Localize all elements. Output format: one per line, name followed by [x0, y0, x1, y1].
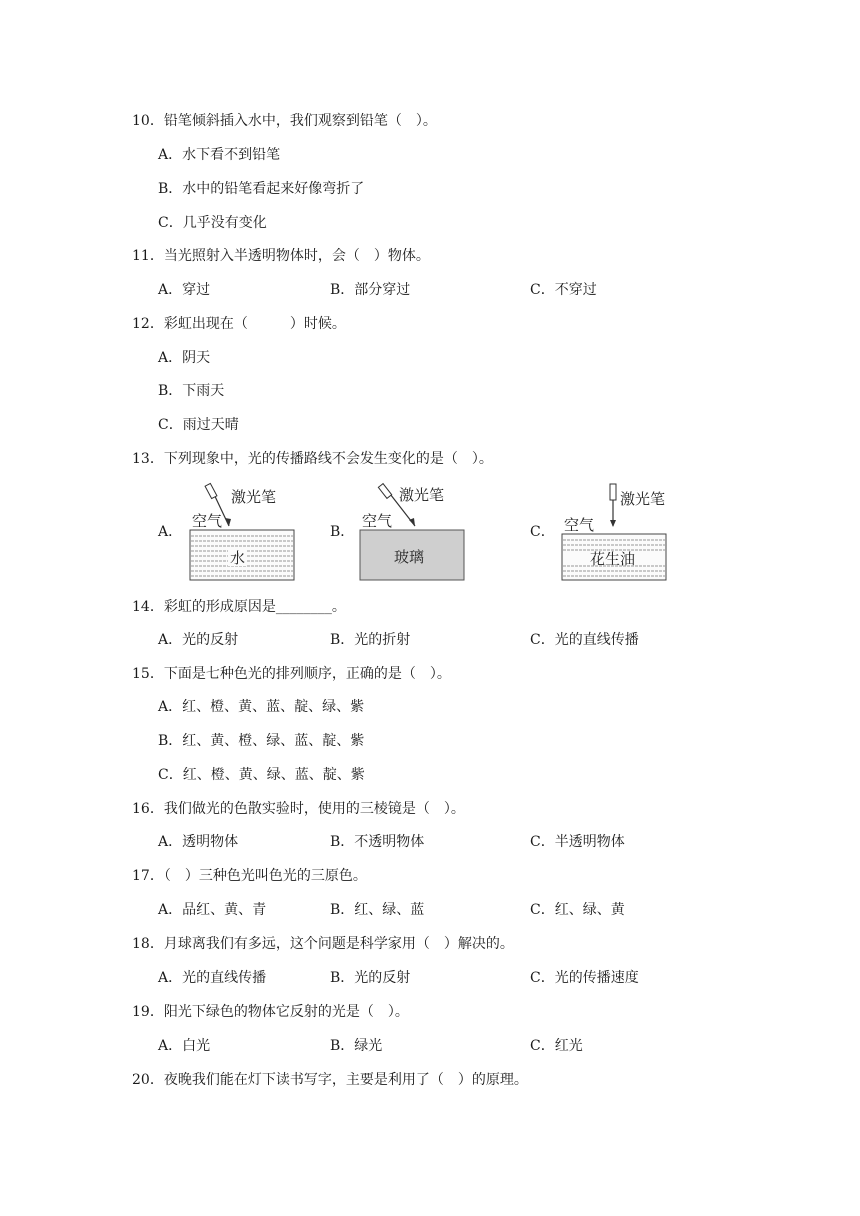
figure-a-letter: A．	[158, 524, 183, 540]
figure-b-pen-label: 激光笔	[399, 486, 445, 504]
question-14-option-c: C．光的直线传播	[530, 632, 639, 648]
question-19-option-a: A．白光	[158, 1038, 211, 1054]
question-20-stem: 20．夜晚我们能在灯下读书写字，主要是利用了（ ）的原理。	[132, 1072, 528, 1088]
question-18-option-a: A．光的直线传播	[158, 970, 267, 986]
figure-c-letter: C．	[530, 524, 555, 540]
figure-c-medium-label: 花生油	[590, 550, 636, 568]
question-14-stem: 14．彩虹的形成原因是________。	[132, 599, 346, 615]
figure-c-pen-label: 激光笔	[620, 490, 666, 508]
question-17-option-b: B．红、绿、蓝	[330, 902, 425, 918]
question-15-option-a: A．红、橙、黄、蓝、靛、绿、紫	[158, 699, 365, 715]
question-12-option-c: C．雨过天晴	[158, 417, 239, 433]
figure-b-medium-label: 玻璃	[394, 548, 425, 566]
figure-a-air-label: 空气	[192, 512, 223, 530]
question-12-option-a: A．阴天	[158, 350, 211, 366]
question-17-option-c: C．红、绿、黄	[530, 902, 625, 918]
question-17-option-a: A．品红、黄、青	[158, 902, 267, 918]
figure-a-water	[182, 480, 302, 586]
figure-b-air-label: 空气	[362, 512, 393, 530]
question-12-stem: 12．彩虹出现在（ ）时候。	[132, 316, 346, 332]
question-19-option-b: B．绿光	[330, 1038, 383, 1054]
question-12-option-b: B．下雨天	[158, 383, 225, 399]
figure-a-pen-label: 激光笔	[231, 488, 277, 506]
question-18-stem: 18．月球离我们有多远，这个问题是科学家用（ ）解决的。	[132, 936, 514, 952]
question-16-stem: 16．我们做光的色散实验时，使用的三棱镜是（ ）。	[132, 801, 465, 817]
question-18-option-c: C．光的传播速度	[530, 970, 639, 986]
question-14-option-b: B．光的折射	[330, 632, 411, 648]
question-16-option-c: C．半透明物体	[530, 834, 625, 850]
question-18-option-b: B．光的反射	[330, 970, 411, 986]
laser-pen-icon	[378, 484, 391, 499]
question-10-option-b: B．水中的铅笔看起来好像弯折了	[158, 181, 365, 197]
figure-b-glass	[352, 480, 472, 586]
question-14-option-a: A．光的反射	[158, 632, 239, 648]
question-11-stem: 11．当光照射入半透明物体时，会（ ）物体。	[132, 248, 430, 264]
figure-a-medium-label: 水	[230, 549, 246, 567]
question-19-option-c: C．红光	[530, 1038, 583, 1054]
question-13-stem: 13．下列现象中，光的传播路线不会发生变化的是（ ）。	[132, 451, 493, 467]
question-11-option-b: B．部分穿过	[330, 282, 411, 298]
question-10-option-c: C．几乎没有变化	[158, 215, 267, 231]
question-10-option-a: A．水下看不到铅笔	[158, 147, 281, 163]
figure-c-oil	[554, 480, 680, 586]
question-15-stem: 15．下面是七种色光的排列顺序，正确的是（ ）。	[132, 666, 451, 682]
figure-b-letter: B．	[330, 524, 355, 540]
question-10-stem: 10．铅笔倾斜插入水中，我们观察到铅笔（ ）。	[132, 113, 437, 129]
question-15-option-b: B．红、黄、橙、绿、蓝、靛、紫	[158, 733, 365, 749]
laser-pen-icon	[205, 483, 217, 498]
question-16-option-a: A．透明物体	[158, 834, 239, 850]
question-11-option-c: C．不穿过	[530, 282, 597, 298]
question-17-stem: 17．（ ）三种色光叫色光的三原色。	[132, 868, 367, 884]
figure-c-air-label: 空气	[564, 516, 595, 534]
question-19-stem: 19．阳光下绿色的物体它反射的光是（ ）。	[132, 1004, 409, 1020]
question-16-option-b: B．不透明物体	[330, 834, 425, 850]
laser-pen-icon	[610, 484, 616, 500]
question-11-option-a: A．穿过	[158, 282, 211, 298]
question-15-option-c: C．红、橙、黄、绿、蓝、靛、紫	[158, 767, 365, 783]
